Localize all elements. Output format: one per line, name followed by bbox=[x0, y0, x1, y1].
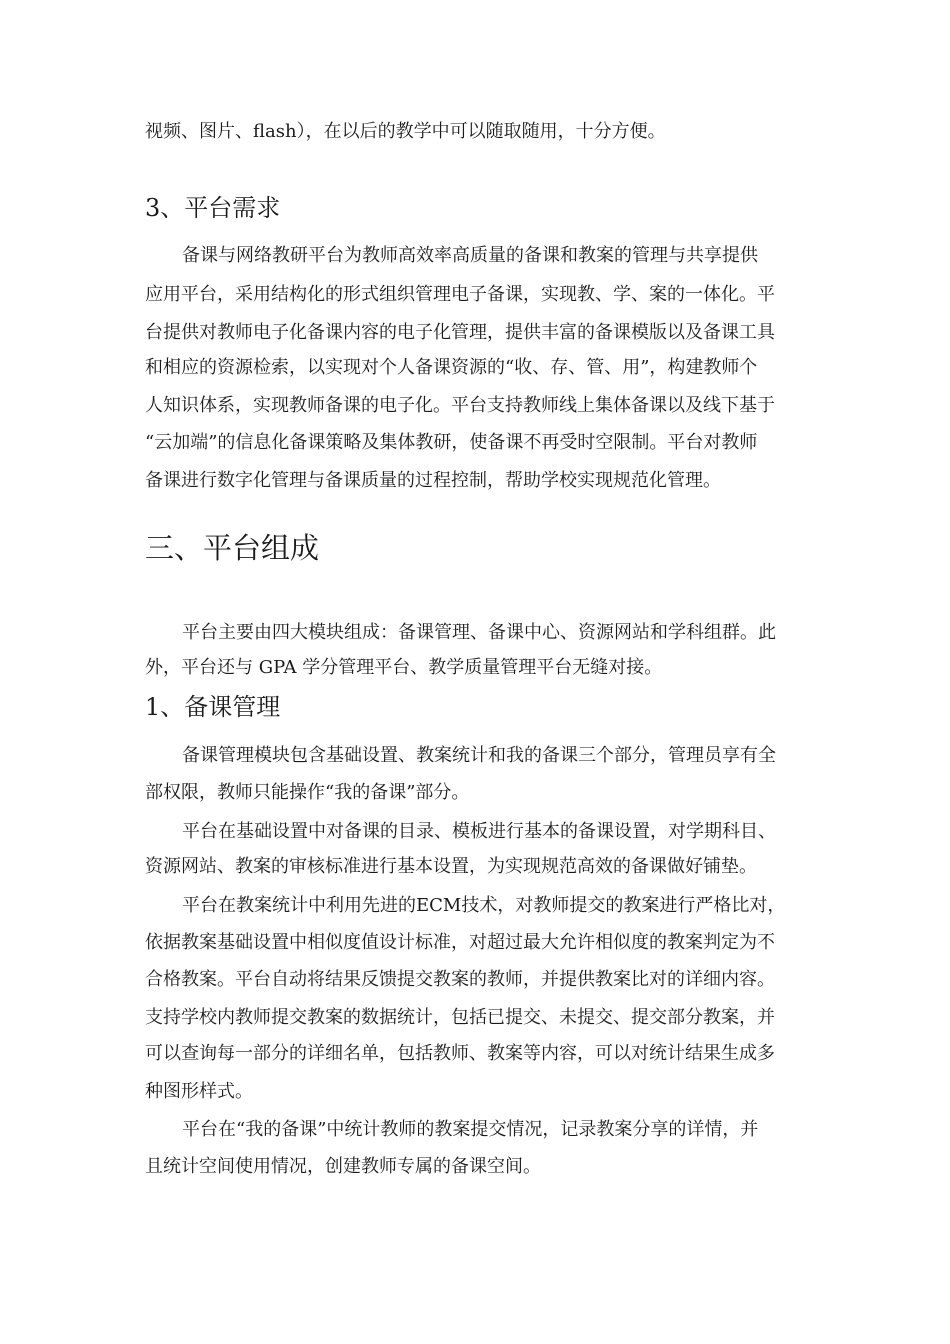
paragraph-continuation-line: 视频、图片、flash），在以后的教学中可以随取随用，十分方便。 bbox=[145, 121, 666, 142]
paragraph-line: “云加端”的信息化备课策略及集体教研，使备课不再受时空限制。平台对教师 bbox=[145, 432, 758, 453]
paragraph-line: 且统计空间使用情况，创建教师专属的备课空间。 bbox=[145, 1156, 541, 1177]
paragraph-line: 资源网站、教案的审核标准进行基本设置，为实现规范高效的备课做好铺垫。 bbox=[145, 856, 757, 877]
paragraph-line: 台提供对教师电子化备课内容的电子化管理，提供丰富的备课模版以及备课工具 bbox=[145, 322, 775, 343]
paragraph-line: 依据教案基础设置中相似度值设计标准，对超过最大允许相似度的教案判定为不 bbox=[145, 932, 775, 953]
paragraph-line: 备课进行数字化管理与备课质量的过程控制，帮助学校实现规范化管理。 bbox=[145, 470, 721, 491]
paragraph-line: 和相应的资源检索，以实现对个人备课资源的“收、存、管、用”，构建教师个 bbox=[145, 357, 758, 378]
paragraph-line: 种图形样式。 bbox=[145, 1081, 253, 1102]
chapter-heading-platform-composition: 三、平台组成 bbox=[145, 531, 320, 565]
section-heading-lesson-management: 1、备课管理 bbox=[145, 693, 281, 721]
paragraph-line: 平台在教案统计中利用先进的ECM技术，对教师提交的教案进行严格比对， bbox=[182, 895, 786, 916]
paragraph-line: 支持学校内教师提交教案的数据统计，包括已提交、未提交、提交部分教案，并 bbox=[145, 1007, 775, 1028]
paragraph-line: 部权限，教师只能操作“我的备课”部分。 bbox=[145, 782, 470, 803]
paragraph-line: 平台主要由四大模块组成：备课管理、备课中心、资源网站和学科组群。此 bbox=[182, 622, 776, 643]
section-heading-platform-requirements: 3、平台需求 bbox=[145, 194, 281, 222]
paragraph-line: 备课管理模块包含基础设置、教案统计和我的备课三个部分，管理员享有全 bbox=[182, 745, 776, 766]
paragraph-line: 合格教案。平台自动将结果反馈提交教案的教师，并提供教案比对的详细内容。 bbox=[145, 969, 775, 990]
paragraph-line: 外，平台还与 GPA 学分管理平台、教学质量管理平台无缝对接。 bbox=[145, 657, 663, 678]
paragraph-line: 平台在基础设置中对备课的目录、模板进行基本的备课设置，对学期科目、 bbox=[182, 821, 776, 842]
paragraph-line: 应用平台，采用结构化的形式组织管理电子备课，实现教、学、案的一体化。平 bbox=[145, 284, 775, 305]
paragraph-line: 可以查询每一部分的详细名单，包括教师、教案等内容，可以对统计结果生成多 bbox=[145, 1043, 775, 1064]
paragraph-line: 人知识体系，实现教师备课的电子化。平台支持教师线上集体备课以及线下基于 bbox=[145, 395, 775, 416]
paragraph-line: 平台在“我的备课”中统计教师的教案提交情况，记录教案分享的详情，并 bbox=[182, 1119, 759, 1140]
paragraph-line: 备课与网络教研平台为教师高效率高质量的备课和教案的管理与共享提供 bbox=[182, 245, 758, 266]
